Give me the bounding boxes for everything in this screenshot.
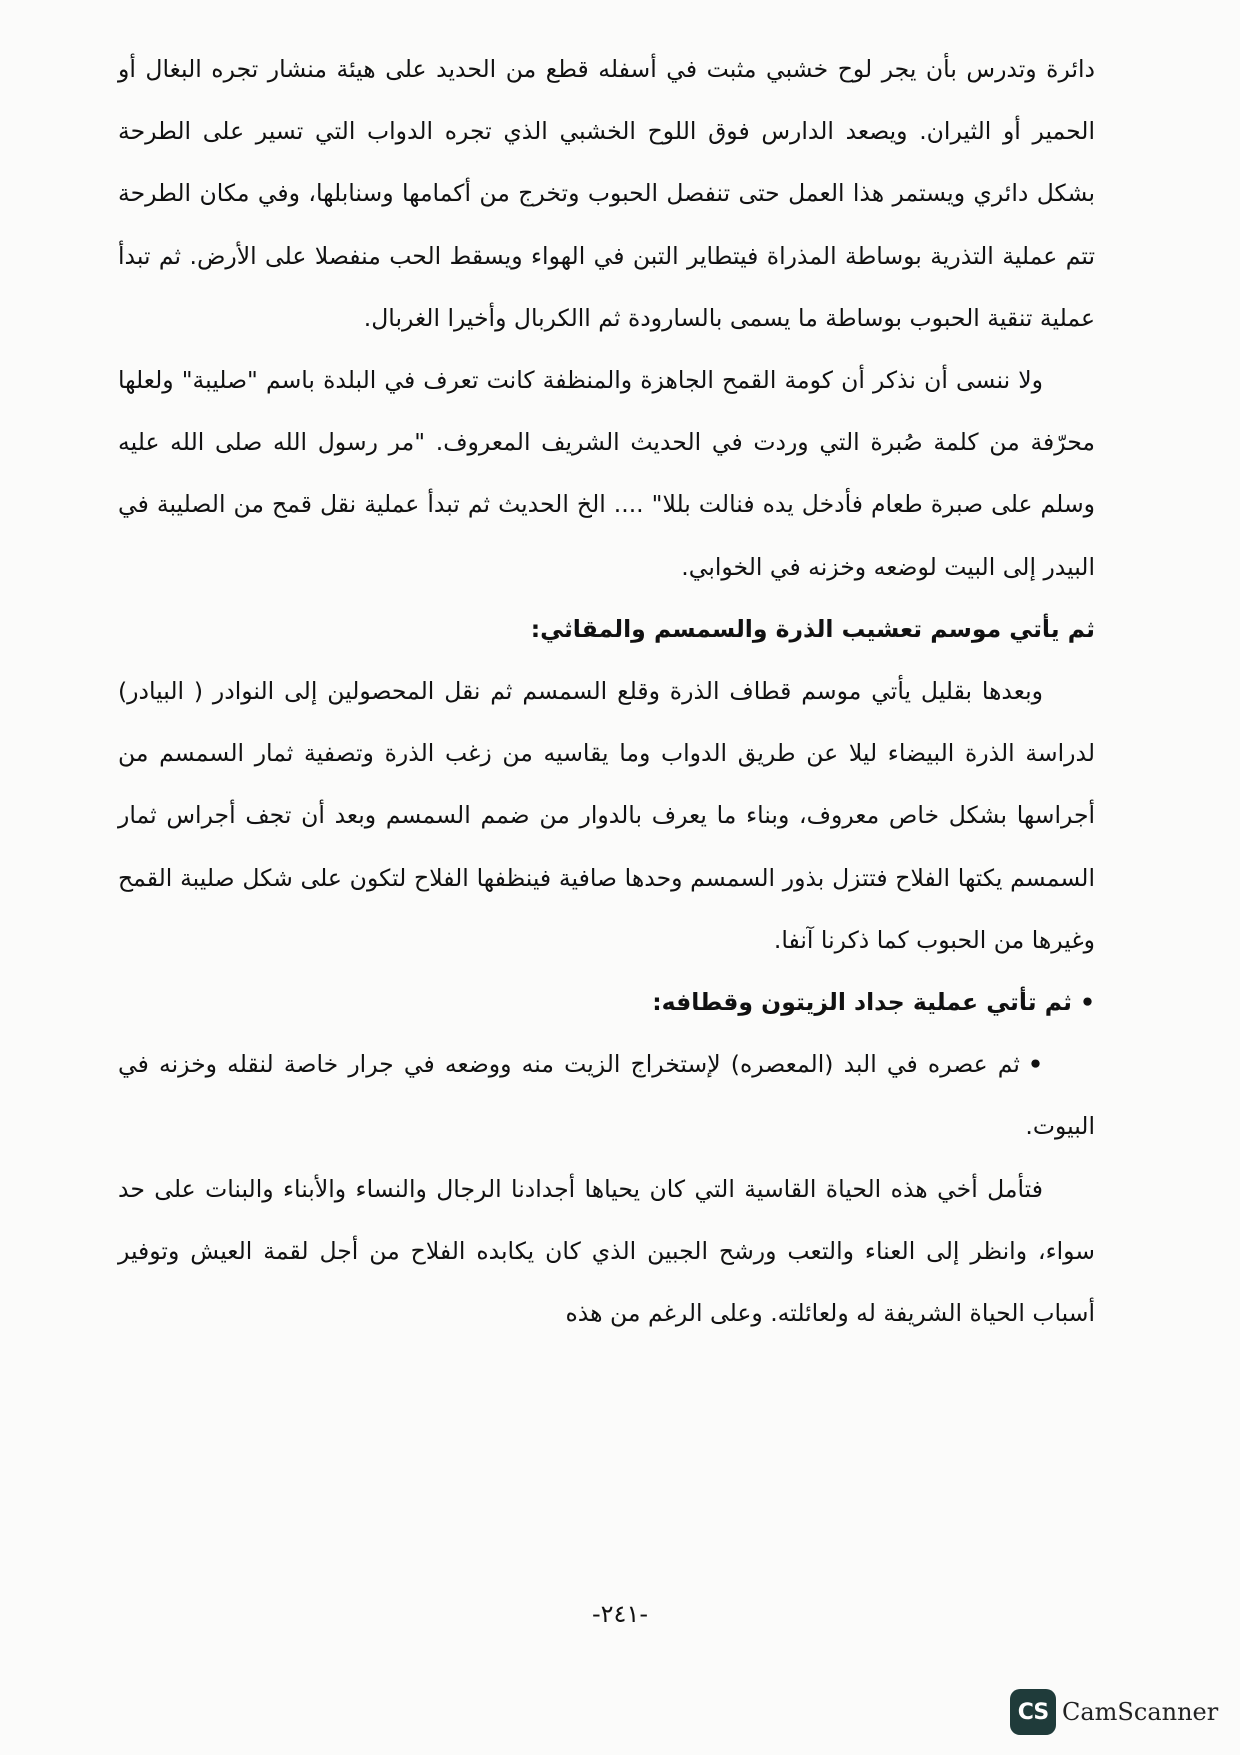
paragraph-olive-press [118,1033,1095,1157]
paragraph-threshing: دائرة وتدرس بأن يجر لوح خشبي مثبت في أسفله قطع من الحديد على هيئة منشار تجره البغال أو الحمير أو الثيران. ويصعد الدارس فوق اللوح الخشبي الذي تجره الدواب التي تسير على الطرحة بشكل دائري ويستمر هذا العمل حتى تنفصل الحبوب وتخرج من أكمامها وسنابلها، وفي مكان الطرحة تتم عملية التذرية بوساطة المذراة فيتطاير التبن في الهواء ويسقط الحب منفصلا على الأرض. ثم تبدأ عملية تنقية الحبوب بوساطة ما يسمى بالسارودة ثم االكربال وأخيرا الغربال. [118,55,1095,332]
paragraph-corn-sesame: وبعدها بقليل يأتي موسم قطاف الذرة وقلع السمسم ثم نقل المحصولين إلى النوادر ( البيادر) لدراسة الذرة البيضاء ليلا عن طريق الدواب وما يقاسيه من زغب الذرة وتصفية ثمار السمسم من أجراسها بشكل خاص معروف، وبناء ما يعرف بالدوار من ضمم السمسم وبعد أن تجف أجراس ثمار السمسم يكتها الفلاح فتتزل بذور السمسم وحدها صافية فينظفها الفلاح لتكون على شكل صليبة القمح وغيرها من الحبوب كما ذكرنا آنفا. [118,677,1095,954]
document-body [118,38,1095,1344]
heading-corn-sesame: ثم يأتي موسم تعشيب الذرة والسمسم والمقاثي: [530,614,1095,643]
bullet-icon: • [1079,988,1095,1017]
paragraph-olive-press-text: ثم عصره في البد (المعصره) لإستخراج الزيت منه ووضعه في جرار خاصة لنقله وخزنه في البيوت. [118,1050,1095,1141]
paragraph-saliba: ولا ننسى أن نذكر أن كومة القمح الجاهزة والمنظفة كانت تعرف في البلدة باسم "صليبة" ولعلها محرّفة من كلمة صُبرة التي وردت في الحديث الشريف المعروف. "مر رسول الله صلى الله عليه وسلم على صبرة طعام فأدخل يده فنالت بللا" .... الخ الحديث ثم تبدأ عملية نقل قمح من الصليبة في البيدر إلى البيت لوضعه وخزنه في الخوابي. [118,366,1095,581]
heading-olive-harvest-text: ثم تأتي عملية جداد الزيتون وقطافه: [652,988,1072,1017]
page-number: -٢٤١- [591,1600,648,1628]
camscanner-watermark [1010,1687,1230,1737]
bullet-icon: • [1027,1050,1043,1079]
heading-olive-harvest [118,971,1095,1033]
camscanner-logo-icon: CS [1010,1689,1056,1735]
camscanner-brand-text: CamScanner [1062,1698,1219,1726]
paragraph-hard-life: فتأمل أخي هذه الحياة القاسية التي كان يحياها أجدادنا الرجال والنساء والأبناء والبنات على حد سواء، وانظر إلى العناء والتعب ورشح الجبين الذي كان يكابده الفلاح من أجل لقمة العيش وتوفير أسباب الحياة الشريفة له ولعائلته. وعلى الرغم من هذه [118,1174,1095,1328]
